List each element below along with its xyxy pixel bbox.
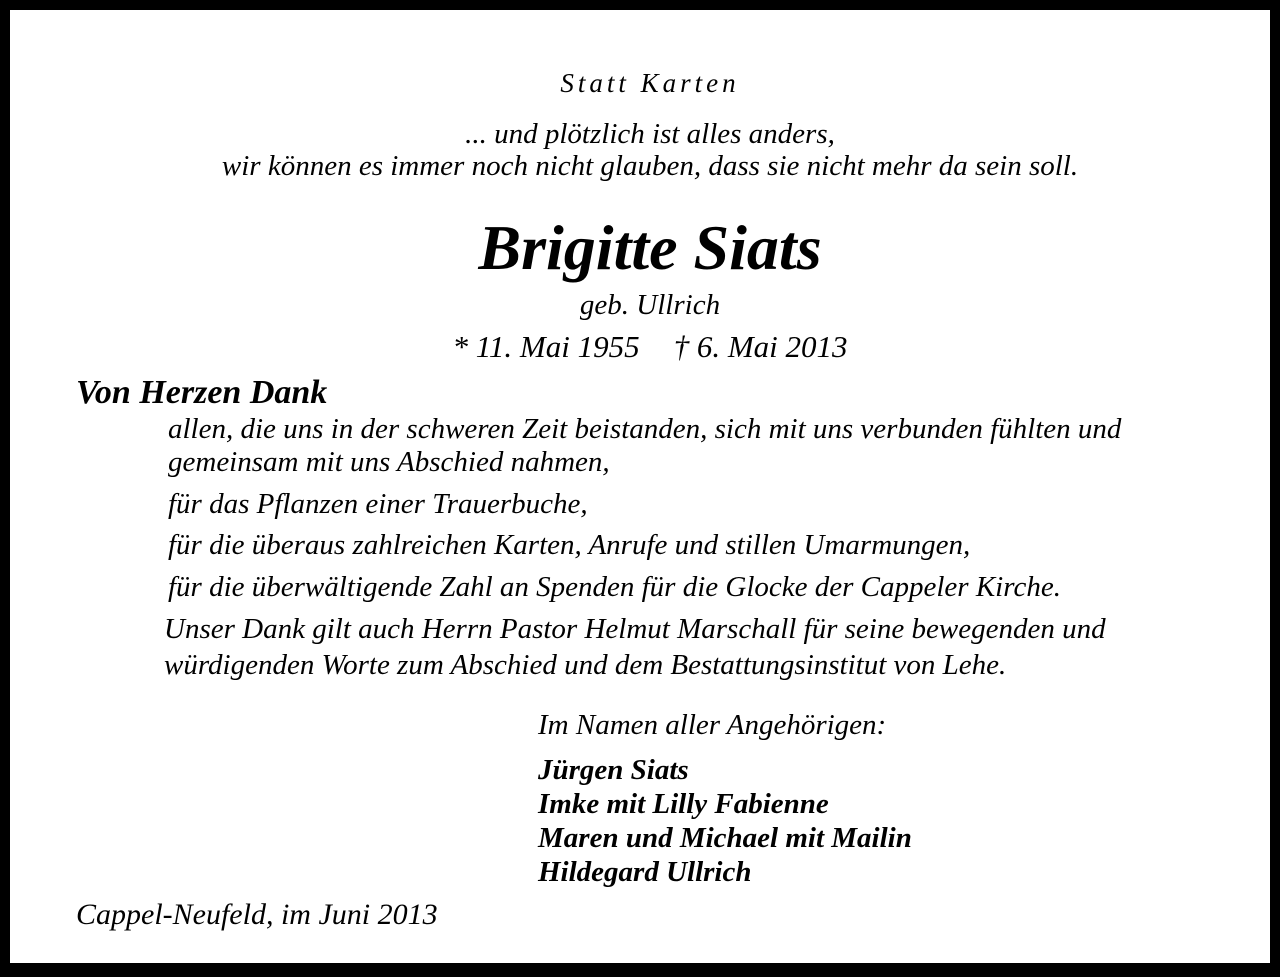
signer-name: Jürgen Siats [538, 754, 689, 786]
header-text: Statt Karten [560, 68, 740, 98]
signature-intro: Im Namen aller Angehörigen: [538, 709, 887, 741]
death-date: † 6. Mai 2013 [673, 329, 848, 364]
birth-date: * 11. Mai 1955 [452, 329, 640, 364]
signer-name: Maren und Michael mit Mailin [538, 822, 912, 854]
signer-name: Hildegard Ullrich [538, 856, 752, 888]
deceased-name: Brigitte Siats [478, 212, 822, 283]
thanks-line: für die überaus zahlreichen Karten, Anrufe und stillen Umarmungen, [168, 529, 971, 561]
thanks-line: für die überwältigende Zahl an Spenden für die Glocke der Cappeler Kirche. [168, 571, 1061, 603]
place-date: Cappel-Neufeld, im Juni 2013 [76, 898, 438, 931]
life-dates [10, 331, 1280, 362]
thanks-line: für das Pflanzen einer Trauerbuche, [168, 488, 588, 520]
thanks-line: Unser Dank gilt auch Herrn Pastor Helmut Marschall für seine bewegenden und [164, 613, 1106, 645]
signer-name: Imke mit Lilly Fabienne [538, 788, 829, 820]
maiden-name: geb. Ullrich [579, 289, 721, 321]
thanks-line: allen, die uns in der schweren Zeit beistanden, sich mit uns verbunden fühlten und [168, 413, 1122, 445]
thanks-line: würdigenden Worte zum Abschied und dem Bestattungsinstitut von Lehe. [164, 649, 1007, 681]
thanks-line: gemeinsam mit uns Abschied nahmen, [168, 446, 610, 478]
intro-line: ... und plötzlich ist alles anders, [465, 118, 835, 150]
intro-line: wir können es immer noch nicht glauben, dass sie nicht mehr da sein soll. [221, 150, 1079, 182]
thanks-heading: Von Herzen Dank [76, 374, 328, 411]
